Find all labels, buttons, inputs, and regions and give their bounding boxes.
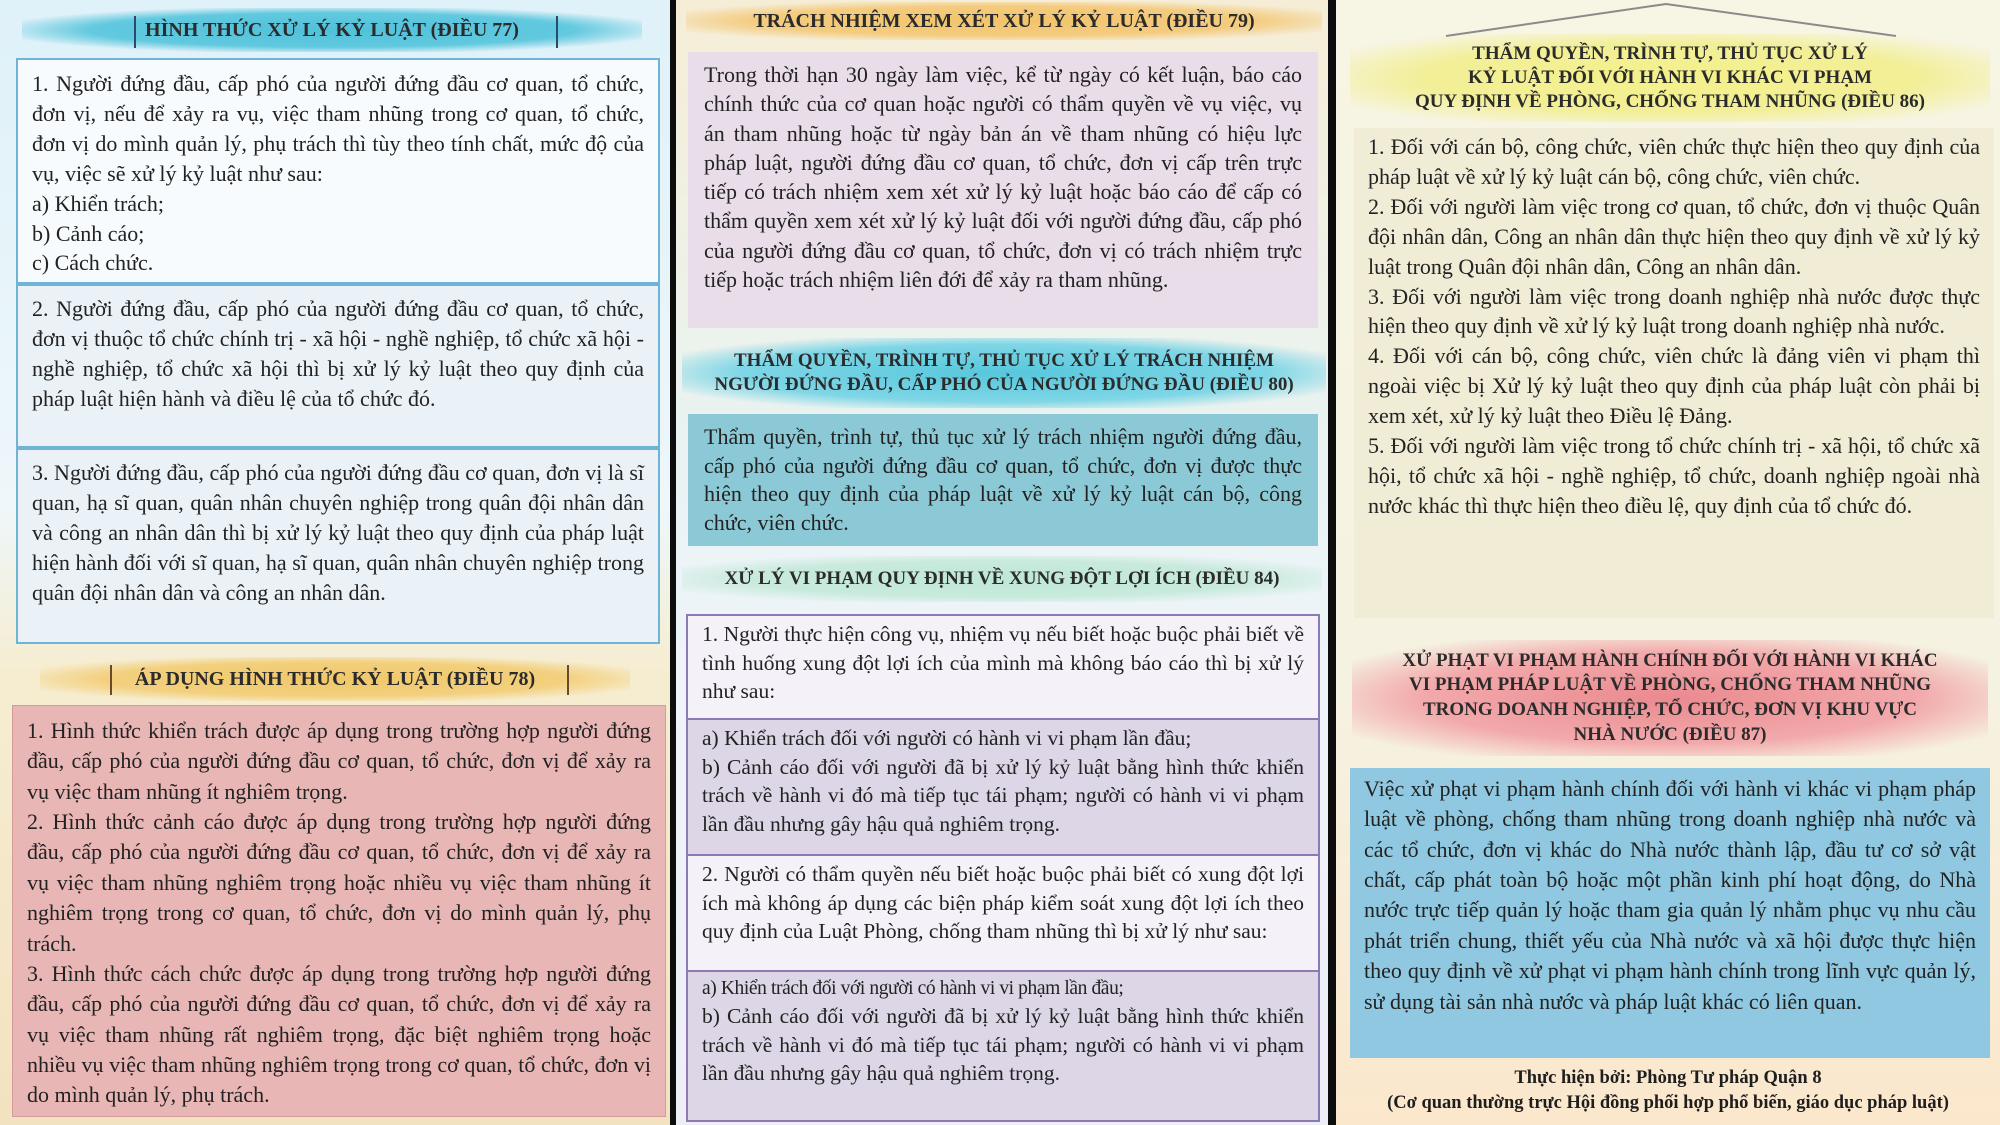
option-b: b) Cảnh cáo đối với người đã bị xử lý kỷ luật bằng hình thức khiển trách về hành vi đó mà tiếp tục tái phạm; người có hành vi vi phạm lần đầu nhưng gây hậu quả nghiêm trọng. <box>702 1003 1304 1086</box>
article-84-clause-1 <box>688 616 1318 720</box>
title-line-4: NHÀ NƯỚC (ĐIỀU 87) <box>1573 723 1767 745</box>
article-78-body <box>12 705 666 1117</box>
article-80-body <box>688 414 1318 546</box>
footer-line-1: Thực hiện bởi: Phòng Tư pháp Quận 8 <box>1514 1068 1822 1088</box>
title-line-1: THẨM QUYỀN, TRÌNH TỰ, THỦ TỤC XỬ LÝ <box>1472 42 1868 64</box>
clause-text: 1. Người thực hiện công vụ, nhiệm vụ nếu biết hoặc buộc phải biết về tình huống xung đột lợi ích của mình mà không báo cáo thì bị xử lý như sau: <box>702 622 1304 704</box>
clause-2: 2. Hình thức cảnh cáo được áp dụng trong trường hợp người đứng đầu, cấp phó của người đứng đầu cơ quan, tổ chức, đơn vị để xảy ra vụ việc tham nhũng nghiêm trọng hoặc nhiều vụ việc tham nhũng ít nghiêm trọng trong cơ quan, tổ chức, đơn vị do mình quản lý, phụ trách. <box>27 809 651 956</box>
option-c: c) Cách chức. <box>32 250 154 276</box>
title-line-3: TRONG DOANH NGHIỆP, TỔ CHỨC, ĐƠN VỊ KHU VỰC <box>1422 699 1918 720</box>
article-80-title <box>714 349 1293 397</box>
article-87-title <box>1402 649 1937 748</box>
article-77-title: HÌNH THỨC XỬ LÝ KỶ LUẬT (ĐIỀU 77) <box>145 18 519 41</box>
title-line-2: VI PHẠM PHÁP LUẬT VỀ PHÒNG, CHỐNG THAM NHŨNG <box>1408 674 1931 696</box>
clause-5: 5. Đối với người làm việc trong tổ chức chính trị - xã hội, tổ chức xã hội, tổ chức xã hội - nghề nghiệp, tổ chức, doanh nghiệp ngoài nhà nước khác thì thực hiện theo điều lệ, quy định của tổ chức đó. <box>1368 433 1980 518</box>
title-line-1: THẨM QUYỀN, TRÌNH TỰ, THỦ TỤC XỬ LÝ TRÁCH NHIỆM <box>734 350 1274 372</box>
option-b: b) Cảnh cáo đối với người đã bị xử lý kỷ luật bằng hình thức khiển trách về hành vi đó mà tiếp tục tái phạm; người có hành vi vi phạm lần đầu nhưng gây hậu quả nghiêm trọng. <box>702 754 1304 836</box>
footer-line-2: (Cơ quan thường trực Hội đồng phối hợp phổ biến, giáo dục pháp luật) <box>1387 1092 1949 1113</box>
option-b: b) Cảnh cáo; <box>32 220 145 246</box>
article-77-clause-2 <box>16 284 660 448</box>
clause-3: 3. Đối với người làm việc trong doanh nghiệp nhà nước được thực hiện theo quy định về xử lý kỷ luật trong doanh nghiệp nhà nước. <box>1368 283 1980 339</box>
clause-1: 1. Đối với cán bộ, công chức, viên chức thực hiện theo quy định của pháp luật về xử lý kỷ luật cán bộ, công chức, viên chức. <box>1368 134 1980 189</box>
article-84-clause-2 <box>688 856 1318 972</box>
article-87-banner <box>1352 640 1988 756</box>
title-line-2: KỶ LUẬT ĐỐI VỚI HÀNH VI KHÁC VI PHẠM <box>1468 66 1872 88</box>
article-86-title <box>1415 42 1925 115</box>
column-left <box>0 0 670 1125</box>
article-77-banner <box>22 8 642 52</box>
article-79-banner <box>686 2 1322 40</box>
article-80-text: Thẩm quyền, trình tự, thủ tục xử lý trách nhiệm người đứng đầu, cấp phó của người đứng đầu cơ quan, tổ chức, đơn vị được thực hiện theo quy định của pháp luật về xử lý kỷ luật cán bộ, công chức, viên chức. <box>704 424 1302 535</box>
footer-credit <box>1336 1066 2000 1116</box>
title-line-1: XỬ PHẠT VI PHẠM HÀNH CHÍNH ĐỐI VỚI HÀNH VI KHÁC <box>1402 649 1938 671</box>
article-79-title: TRÁCH NHIỆM XEM XÉT XỬ LÝ KỶ LUẬT (ĐIỀU 79) <box>753 9 1255 32</box>
option-a: a) Khiển trách đối với người có hành vi vi phạm lần đầu; <box>702 726 1192 750</box>
article-87-text: Việc xử phạt vi phạm hành chính đối với hành vi khác vi phạm pháp luật về phòng, chống tham nhũng trong doanh nghiệp nhà nước và các tổ chức, đơn vị khác do Nhà nước thành lập, đầu tư cơ sở vật chất, cấp phát toàn bộ hoặc một phần kinh phí hoạt động, do Nhà nước trực tiếp quản lý hoặc tham gia quản lý nhằm phục vụ nhu cầu phát triển chung, thiết yếu của Nhà nước và xã hội được thực hiện theo quy định về xử phạt vi phạm hành chính trong lĩnh vực quản lý, sử dụng tài sản nhà nước và pháp luật khác có liên quan. <box>1364 776 1976 1014</box>
article-77-clause-3 <box>16 448 660 644</box>
title-line-2: NGƯỜI ĐỨNG ĐẦU, CẤP PHÓ CỦA NGƯỜI ĐỨNG ĐẦU (ĐIỀU 80) <box>714 374 1294 395</box>
clause-3: 3. Hình thức cách chức được áp dụng trong trường hợp người đứng đầu, cấp phó của người đứng đầu cơ quan, tổ chức, đơn vị để xảy ra vụ việc tham nhũng rất nghiêm trọng, đặc biệt nghiêm trọng hoặc nhiều vụ việc tham nhũng nghiêm trọng trong cơ quan, tổ chức, đơn vị do mình quản lý, phụ trách. <box>27 960 651 1108</box>
article-86-body <box>1354 128 1994 618</box>
article-87-body <box>1350 768 1990 1058</box>
article-80-banner <box>682 338 1326 408</box>
clause-4: 4. Đối với cán bộ, công chức, viên chức là đảng viên vi phạm thì ngoài việc bị Xử lý kỷ luật theo quy định của pháp luật còn phải bị xem xét, xử lý kỷ luật theo Điều lệ Đảng. <box>1368 343 1980 429</box>
article-84-clause-1-options <box>688 720 1318 856</box>
title-line-3: QUY ĐỊNH VỀ PHÒNG, CHỐNG THAM NHŨNG (ĐIỀU 86) <box>1414 91 1926 113</box>
article-78-title: ÁP DỤNG HÌNH THỨC KỶ LUẬT (ĐIỀU 78) <box>134 667 536 690</box>
clause-text: 3. Người đứng đầu, cấp phó của người đứng đầu cơ quan, đơn vị là sĩ quan, hạ sĩ quan, quân nhân chuyên nghiệp trong quân đội nhân dân và công an nhân dân thì bị xử lý kỷ luật theo quy định của pháp luật hiện hành đối với sĩ quan, hạ sĩ quan, quân nhân chuyên nghiệp trong quân đội nhân dân và công an nhân dân. <box>32 460 644 605</box>
clause-text: 2. Người đứng đầu, cấp phó của người đứng đầu cơ quan, tổ chức, đơn vị thuộc tổ chức chính trị - xã hội - nghề nghiệp, tổ chức xã hội - nghề nghiệp, tổ chức xã hội thì bị xử lý kỷ luật theo quy định của pháp luật hiện hành và điều lệ của tổ chức đó. <box>32 296 644 411</box>
article-79-text: Trong thời hạn 30 ngày làm việc, kể từ ngày có kết luận, báo cáo chính thức của cơ quan hoặc người có thẩm quyền về vụ việc, vụ án tham nhũng hoặc từ ngày bản án về tham nhũng có hiệu lực pháp luật, người đứng đầu cơ quan, tổ chức, đơn vị cấp trên trực tiếp có trách nhiệm xem xét xử lý kỷ luật hoặc báo cáo để cấp có thẩm quyền xem xét xử lý kỷ luật đối với người đứng đầu, cấp phó của người đứng đầu cơ quan, tổ chức, đơn vị có trách nhiệm trực tiếp hoặc trách nhiệm liên đới để xảy ra tham nhũng. <box>704 62 1302 292</box>
clause-text: 2. Người có thẩm quyền nếu biết hoặc buộc phải biết có xung đột lợi ích mà không áp dụng các biện pháp kiểm soát xung đột lợi ích theo quy định của Luật Phòng, chống tham nhũng thì bị xử lý như sau: <box>702 862 1304 944</box>
option-a: a) Khiển trách; <box>32 190 164 216</box>
article-77-clause-1 <box>16 58 660 284</box>
column-right <box>1336 0 2000 1125</box>
clause-2: 2. Đối với người làm việc trong cơ quan, tổ chức, đơn vị thuộc Quân đội nhân dân, Công an nhân dân thực hiện theo quy định về xử lý kỷ luật trong Quân đội nhân dân, Công an nhân dân. <box>1368 193 1980 279</box>
clause-text: 1. Người đứng đầu, cấp phó của người đứng đầu cơ quan, tổ chức, đơn vị, nếu để xảy ra vụ, việc tham nhũng trong cơ quan, tổ chức, đơn vị do mình quản lý, phụ trách thì tùy theo tính chất, mức độ của vụ, việc sẽ xử lý kỷ luật như sau: <box>32 71 644 186</box>
article-78-banner <box>40 657 630 701</box>
article-84-clause-2-options <box>688 972 1318 1120</box>
article-84-title: XỬ LÝ VI PHẠM QUY ĐỊNH VỀ XUNG ĐỘT LỢI ÍCH (ĐIỀU 84) <box>724 568 1280 590</box>
option-a: a) Khiển trách đối với người có hành vi vi phạm lần đầu; <box>702 978 1124 999</box>
article-84-banner <box>682 556 1322 602</box>
article-84-body <box>686 614 1320 1122</box>
article-86-banner <box>1350 34 1990 122</box>
clause-1: 1. Hình thức khiển trách được áp dụng trong trường hợp người đứng đầu, cấp phó của người đứng đầu cơ quan, tổ chức, đơn vị để xảy ra vụ việc tham nhũng ít nghiêm trọng. <box>27 718 651 804</box>
column-middle <box>676 0 1328 1125</box>
article-79-body <box>688 52 1318 328</box>
